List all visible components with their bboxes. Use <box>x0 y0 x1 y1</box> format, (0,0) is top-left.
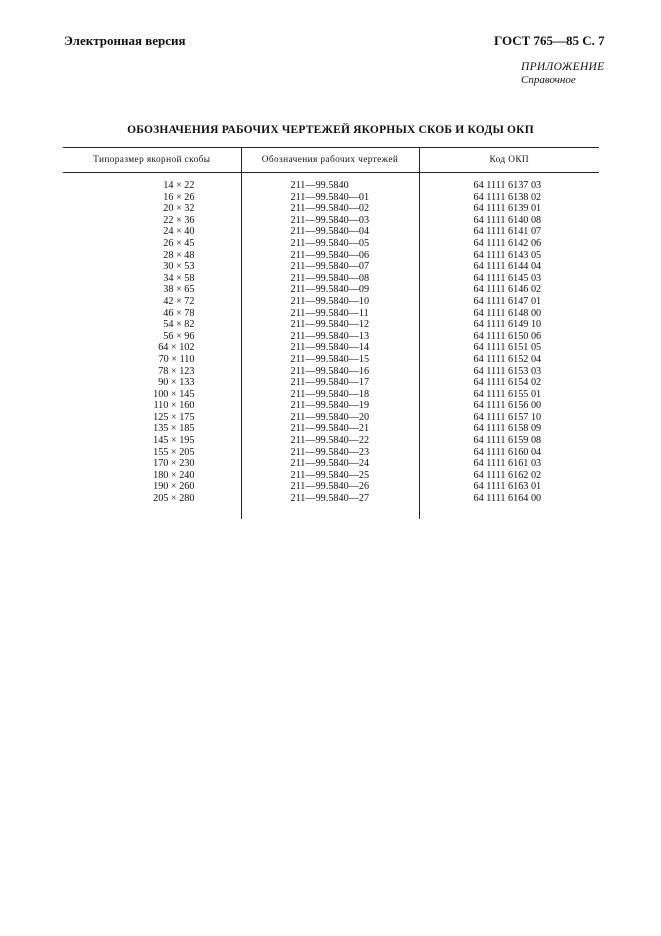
appendix-label: ПРИЛОЖЕНИЕ <box>521 61 605 73</box>
table-row <box>63 273 599 285</box>
table-row <box>63 389 599 401</box>
table-row <box>63 331 599 343</box>
table-row <box>63 296 599 308</box>
cell-size: 205 × 280 <box>153 493 195 505</box>
cell-size: 30 × 53 <box>163 261 195 273</box>
cell-okp: 64 1111 6149 10 <box>419 319 599 331</box>
cell-drawing: 211—99.5840—10 <box>241 296 419 308</box>
table-row <box>63 354 599 366</box>
cell-okp: 64 1111 6152 04 <box>419 354 599 366</box>
cell-drawing: 211—99.5840 <box>241 173 419 192</box>
cell-size: 170 × 230 <box>153 458 195 470</box>
table-row <box>63 458 599 470</box>
cell-okp: 64 1111 6140 08 <box>419 215 599 227</box>
cell-size: 42 × 72 <box>163 295 195 307</box>
header-standard-page: ГОСТ 765—85 С. 7 <box>494 33 605 48</box>
cell-size: 16 × 26 <box>163 191 195 203</box>
table-row <box>63 173 599 192</box>
cell-drawing: 211—99.5840—07 <box>241 261 419 273</box>
cell-okp: 64 1111 6147 01 <box>419 296 599 308</box>
cell-drawing: 211—99.5840—11 <box>241 308 419 320</box>
cell-drawing: 211—99.5840—22 <box>241 435 419 447</box>
table-row <box>63 342 599 354</box>
cell-drawing: 211—99.5840—26 <box>241 481 419 493</box>
table-body <box>63 173 599 519</box>
cell-size: 56 × 96 <box>163 330 195 342</box>
cell-drawing: 211—99.5840—12 <box>241 319 419 331</box>
cell-drawing: 211—99.5840—03 <box>241 215 419 227</box>
cell-okp: 64 1111 6146 02 <box>419 284 599 296</box>
cell-size: 100 × 145 <box>153 388 195 400</box>
cell-okp: 64 1111 6139 01 <box>419 203 599 215</box>
cell-drawing: 211—99.5840—16 <box>241 366 419 378</box>
cell-okp: 64 1111 6141 07 <box>419 226 599 238</box>
cell-okp: 64 1111 6148 00 <box>419 308 599 320</box>
cell-okp: 64 1111 6145 03 <box>419 273 599 285</box>
table-row <box>63 319 599 331</box>
cell-size: 20 × 32 <box>163 203 195 215</box>
table-row <box>63 400 599 412</box>
cell-okp: 64 1111 6138 02 <box>419 192 599 204</box>
cell-size: 110 × 160 <box>153 400 195 412</box>
cell-size: 180 × 240 <box>153 469 195 481</box>
cell-drawing: 211—99.5840—09 <box>241 284 419 296</box>
cell-okp: 64 1111 6143 05 <box>419 250 599 262</box>
cell-okp: 64 1111 6155 01 <box>419 389 599 401</box>
table-row <box>63 447 599 459</box>
cell-okp: 64 1111 6137 03 <box>419 173 599 192</box>
cell-size: 14 × 22 <box>163 180 195 191</box>
cell-okp: 64 1111 6162 02 <box>419 470 599 482</box>
table-row <box>63 215 599 227</box>
table-row <box>63 261 599 273</box>
cell-size: 26 × 45 <box>163 237 195 249</box>
cell-okp: 64 1111 6142 06 <box>419 238 599 250</box>
document-title: ОБОЗНАЧЕНИЯ РАБОЧИХ ЧЕРТЕЖЕЙ ЯКОРНЫХ СКОБ И КОДЫ ОКП <box>127 124 534 136</box>
table-row <box>63 203 599 215</box>
cell-okp: 64 1111 6157 10 <box>419 412 599 424</box>
column-header-okp: Код ОКП <box>419 148 599 173</box>
cell-size: 155 × 205 <box>153 446 195 458</box>
shackle-codes-table <box>63 147 599 519</box>
cell-drawing: 211—99.5840—05 <box>241 238 419 250</box>
cell-size: 90 × 133 <box>158 377 195 389</box>
cell-drawing: 211—99.5840—13 <box>241 331 419 343</box>
table-row <box>63 481 599 493</box>
cell-drawing: 211—99.5840—19 <box>241 400 419 412</box>
cell-size: 78 × 123 <box>158 365 195 377</box>
table-header <box>63 148 599 173</box>
cell-drawing: 211—99.5840—02 <box>241 203 419 215</box>
appendix-type: Справочное <box>521 74 576 86</box>
table-row <box>63 366 599 378</box>
cell-size: 34 × 58 <box>163 272 195 284</box>
cell-size: 125 × 175 <box>153 411 195 423</box>
column-header-drawing: Обозначения рабочих чертежей <box>241 148 419 173</box>
cell-okp: 64 1111 6153 03 <box>419 366 599 378</box>
cell-drawing: 211—99.5840—01 <box>241 192 419 204</box>
cell-okp: 64 1111 6156 00 <box>419 400 599 412</box>
table-row <box>63 470 599 482</box>
cell-okp: 64 1111 6151 05 <box>419 342 599 354</box>
table-row <box>63 435 599 447</box>
cell-okp: 64 1111 6154 02 <box>419 377 599 389</box>
table-row <box>63 377 599 389</box>
cell-okp: 64 1111 6163 01 <box>419 481 599 493</box>
table-row <box>63 493 599 519</box>
cell-drawing: 211—99.5840—27 <box>241 493 419 519</box>
table-row <box>63 308 599 320</box>
table-row <box>63 412 599 424</box>
table-row <box>63 284 599 296</box>
cell-drawing: 211—99.5840—23 <box>241 447 419 459</box>
cell-drawing: 211—99.5840—24 <box>241 458 419 470</box>
table-row <box>63 250 599 262</box>
cell-size: 145 × 195 <box>153 435 195 447</box>
cell-drawing: 211—99.5840—17 <box>241 377 419 389</box>
cell-size: 54 × 82 <box>163 319 195 331</box>
cell-drawing: 211—99.5840—21 <box>241 423 419 435</box>
cell-size: 190 × 260 <box>153 481 195 493</box>
header-electronic-version: Электронная версия <box>64 33 186 48</box>
cell-okp: 64 1111 6150 06 <box>419 331 599 343</box>
cell-size: 46 × 78 <box>163 307 195 319</box>
column-header-size: Типоразмер якорной скобы <box>63 148 241 173</box>
table-row <box>63 423 599 435</box>
cell-size: 38 × 65 <box>163 284 195 296</box>
cell-size: 22 × 36 <box>163 214 195 226</box>
table-row <box>63 192 599 204</box>
cell-okp: 64 1111 6159 08 <box>419 435 599 447</box>
cell-okp: 64 1111 6161 03 <box>419 458 599 470</box>
cell-drawing: 211—99.5840—04 <box>241 226 419 238</box>
cell-drawing: 211—99.5840—20 <box>241 412 419 424</box>
table-row <box>63 238 599 250</box>
cell-okp: 64 1111 6164 00 <box>419 493 599 519</box>
cell-drawing: 211—99.5840—06 <box>241 250 419 262</box>
table-row <box>63 226 599 238</box>
cell-size: 28 × 48 <box>163 249 195 261</box>
cell-size: 70 × 110 <box>158 353 195 365</box>
cell-drawing: 211—99.5840—15 <box>241 354 419 366</box>
cell-drawing: 211—99.5840—08 <box>241 273 419 285</box>
cell-drawing: 211—99.5840—25 <box>241 470 419 482</box>
cell-okp: 64 1111 6158 09 <box>419 423 599 435</box>
cell-size: 64 × 102 <box>158 342 195 354</box>
cell-size: 135 × 185 <box>153 423 195 435</box>
cell-drawing: 211—99.5840—14 <box>241 342 419 354</box>
cell-drawing: 211—99.5840—18 <box>241 389 419 401</box>
cell-okp: 64 1111 6144 04 <box>419 261 599 273</box>
cell-size: 24 × 40 <box>163 226 195 238</box>
cell-okp: 64 1111 6160 04 <box>419 447 599 459</box>
